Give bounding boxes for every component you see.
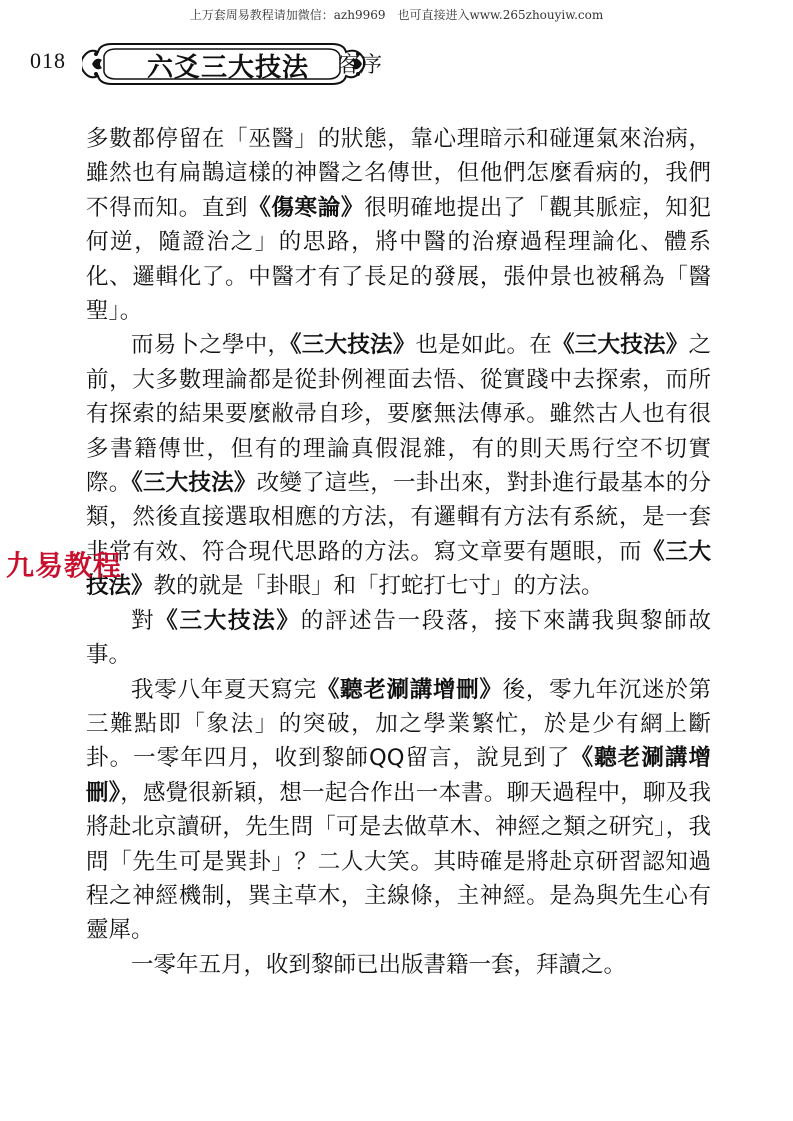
text-run: 一零年五月，收到黎師已出版書籍一套，拜讀之。	[131, 951, 627, 978]
book-title-frame	[82, 38, 372, 90]
text-run: 改變了這些，一卦出來，對卦進行最基本的分類，然後直接選取相應的方法，有邏輯有方法有系統，是一套非常有效、符合現代思路的方法。寫文章要有題眼，而	[86, 470, 711, 565]
top-watermark: 上万套周易教程请加微信：azh9969 也可直接进入www.265zhouyiw.com	[189, 8, 604, 22]
book-title-reference: 《三大技法》	[551, 332, 689, 359]
book-title-reference: 《三大技法》	[131, 470, 257, 497]
body-text	[86, 122, 711, 982]
book-title-reference: 《聽老涮講增刪》	[86, 745, 711, 806]
text-run: 而易卜之學中，	[131, 332, 291, 359]
paragraph	[86, 604, 711, 673]
text-run: 也是如此。在	[415, 332, 552, 359]
text-run: ，感覺很新穎，想一起合作出一本書。聊天過程中，聊及我將赴北京讀研，先生問「可是去做草木、神經之類之研究」，我問「先生可是巽卦」？二人大笑。其時確是將赴京研習認知過程之神經機制，巽主草木，主線條，主神經。是為與先生心有靈犀。	[86, 779, 711, 944]
paragraph	[86, 328, 711, 603]
text-run: 後，零九年沉迷於第三難點即「象法」的突破，加之學業繁忙，於是少有網上斷卦。一零年四月，收到黎師QQ留言，說見到了	[86, 676, 711, 772]
section-title: 客序	[338, 53, 383, 78]
page-number: 018	[30, 48, 66, 73]
book-title-reference: 《傷寒論》	[248, 194, 365, 221]
text-run: 我零八年夏天寫完	[131, 676, 317, 703]
book-title-reference: 《三大技法》	[290, 332, 416, 359]
text-run: 對	[131, 607, 156, 634]
text-run: 之前，大多數理論都是從卦例裡面去悟、從實踐中去探索，而所有探索的結果要麼敝帚自珍，要麼無法傳承。雖然古人也有很多書籍傳世，但有的理論真假混雜，有的則天馬行空不切實際。	[86, 332, 711, 497]
book-title: 六爻三大技法	[146, 53, 309, 83]
text-run: 多數都停留在「巫醫」的狀態，靠心理暗示和碰運氣來治病，雖然也有扁鵲這樣的神醫之名傳世，但他們怎麼看病的，我們不得而知。直到	[86, 126, 711, 221]
text-run: 的評述告一段落，接下來講我與黎師故事。	[86, 607, 711, 669]
text-run: 很明確地提出了「觀其脈症，知犯何逆，隨證治之」的思路，將中醫的治療過程理論化、體系化、邏輯化了。中醫才有了長足的發展，張仲景也被稱為「醫聖」。	[86, 194, 711, 325]
paragraph	[86, 673, 711, 948]
page-header	[30, 38, 410, 90]
side-watermark: 九易教程	[6, 549, 123, 582]
paragraph	[86, 948, 711, 982]
book-title-reference: 《三大技法》	[86, 538, 711, 600]
paragraph	[86, 122, 711, 328]
book-title-reference: 《三大技法》	[155, 607, 301, 634]
book-title-reference: 《聽老涮講增刪》	[316, 676, 503, 703]
text-run: 教的就是「卦眼」和「打蛇打七寸」的方法。	[153, 573, 604, 600]
